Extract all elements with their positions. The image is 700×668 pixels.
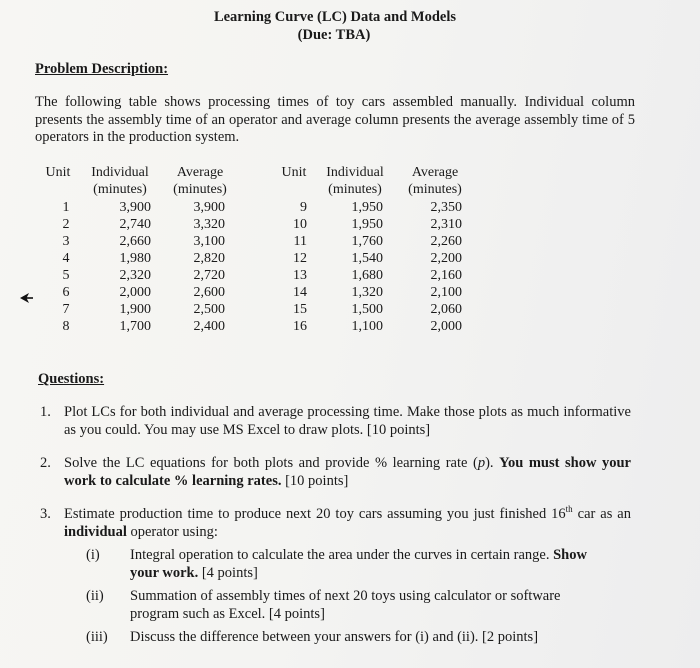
table-cell: 1,680 — [351, 268, 383, 283]
table-cell: 2,100 — [430, 285, 462, 300]
table-cell: 13 — [293, 268, 307, 283]
unit-column — [287, 199, 307, 335]
table-cell: 1,950 — [351, 200, 383, 215]
table-cell: 2,660 — [119, 234, 151, 249]
table-cell: 1,100 — [351, 319, 383, 334]
table-cell: 2,400 — [193, 319, 225, 334]
table-cell: 2,820 — [193, 251, 225, 266]
table-cell: 3,100 — [193, 234, 225, 249]
data-table-right — [279, 164, 479, 344]
table-cell: 2,260 — [430, 234, 462, 249]
individual-column — [331, 199, 383, 335]
table-cell: 8 — [62, 319, 70, 334]
table-cell: 2,000 — [119, 285, 151, 300]
table-cell: 3,320 — [193, 217, 225, 232]
individual-header: Individual (minutes) — [326, 165, 384, 197]
table-cell: 2,310 — [430, 217, 462, 232]
table-cell: 2,060 — [430, 302, 462, 317]
table-cell: 2,160 — [430, 268, 462, 283]
data-table-left — [43, 164, 243, 344]
table-cell: 1,500 — [351, 302, 383, 317]
unit-column — [59, 199, 73, 335]
average-column — [173, 199, 225, 335]
mouse-cursor-icon — [18, 291, 34, 305]
table-cell: 1,700 — [119, 319, 151, 334]
table-cell: 7 — [62, 302, 70, 317]
problem-description: The following table shows processing times of toy cars assembled manually. Individual column presents the assembly time of an operator and average column presents the average assembly time of 5 operators in the production system. — [35, 94, 635, 145]
table-cell: 1 — [62, 200, 70, 215]
table-cell: 3 — [62, 234, 70, 249]
table-cell: 6 — [62, 285, 70, 300]
table-cell: 3,900 — [193, 200, 225, 215]
document-subtitle: (Due: TBA) — [297, 27, 371, 43]
unit-header: Unit — [281, 165, 307, 180]
table-cell: 11 — [293, 234, 307, 249]
average-header: Average (minutes) — [173, 165, 227, 197]
table-cell: 5 — [62, 268, 70, 283]
table-cell: 2,600 — [193, 285, 225, 300]
table-cell: 1,320 — [351, 285, 383, 300]
table-cell: 16 — [293, 319, 307, 334]
table-cell: 1,950 — [351, 217, 383, 232]
table-cell: 2 — [62, 217, 70, 232]
individual-column — [99, 199, 151, 335]
average-header: Average (minutes) — [408, 165, 462, 197]
table-cell: 1,980 — [119, 251, 151, 266]
table-cell: 15 — [293, 302, 307, 317]
table-cell: 9 — [300, 200, 307, 215]
table-cell: 1,540 — [351, 251, 383, 266]
table-cell: 2,000 — [430, 319, 462, 334]
table-cell: 2,200 — [430, 251, 462, 266]
table-cell: 2,320 — [119, 268, 151, 283]
table-cell: 12 — [293, 251, 307, 266]
table-cell: 10 — [293, 217, 307, 232]
table-cell: 2,740 — [119, 217, 151, 232]
table-cell: 2,720 — [193, 268, 225, 283]
table-cell: 4 — [62, 251, 70, 266]
document-title: Learning Curve (LC) Data and Models — [213, 9, 457, 25]
table-cell: 1,760 — [351, 234, 383, 249]
table-cell: 1,900 — [119, 302, 151, 317]
table-cell: 2,350 — [430, 200, 462, 215]
average-column — [410, 199, 462, 335]
table-cell: 2,500 — [193, 302, 225, 317]
questions-heading: Questions: — [38, 371, 105, 387]
problem-heading: Problem Description: — [35, 61, 169, 77]
individual-header: Individual (minutes) — [91, 165, 149, 197]
table-cell: 3,900 — [119, 200, 151, 215]
unit-header: Unit — [45, 165, 71, 180]
table-cell: 14 — [293, 285, 307, 300]
